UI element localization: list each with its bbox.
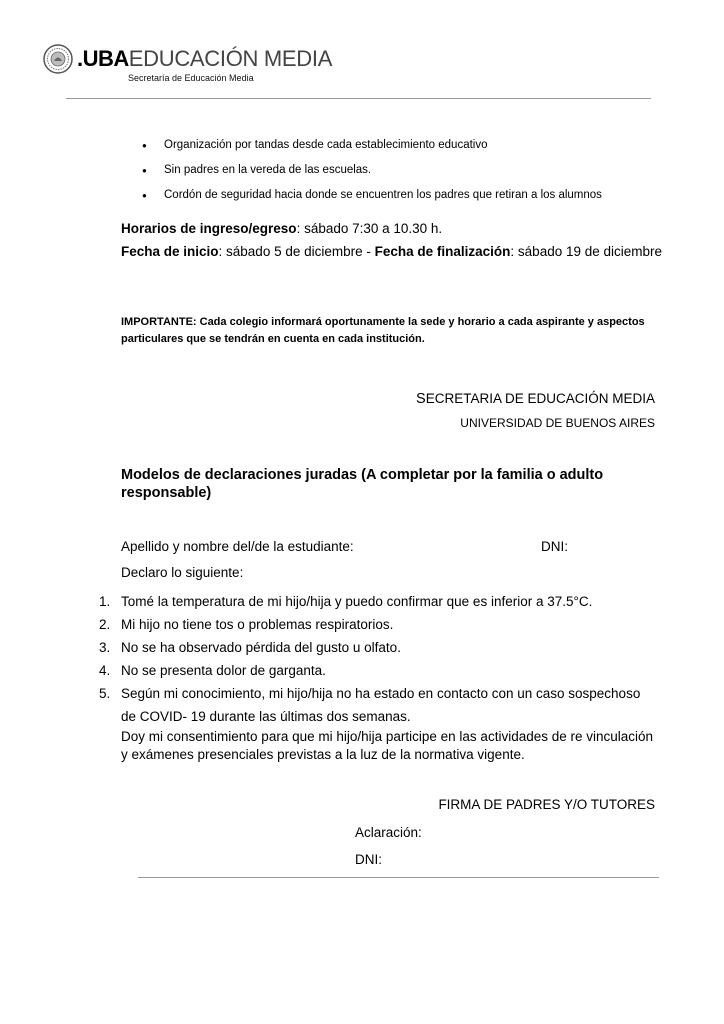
horarios-value: : sábado 7:30 a 10.30 h. <box>296 221 443 236</box>
list-item <box>99 659 659 682</box>
student-dni-label: DNI: <box>541 539 568 554</box>
secretaria-first-letter: S <box>416 391 426 407</box>
consent-text: Doy mi consentimiento para que mi hijo/hija participe en las actividades de re vinculación y exámenes presenciales previstas a la luz de la normativa vigente. <box>121 729 654 762</box>
brand-uba: .UBA <box>77 46 129 71</box>
list-item <box>99 613 659 636</box>
secretaria-title-rest: ECRETARIA DE EDUCACIÓN MEDIA <box>425 391 655 406</box>
fin-label: Fecha de finalización <box>374 244 511 259</box>
item-text: No se presenta dolor de garganta. <box>121 663 326 678</box>
signature-label: FIRMA DE PADRES Y/O TUTORES <box>438 797 655 812</box>
declaration-heading: Modelos de declaraciones juradas (A completar por la familia o adulto responsable) <box>121 467 604 501</box>
student-name-label: Apellido y nombre del/de la estudiante: <box>121 539 354 554</box>
list-item <box>99 682 659 728</box>
item-text: No se ha observado pérdida del gusto u olfato. <box>121 640 401 655</box>
important-note: IMPORTANTE: Cada colegio informará oportunamente la sede y horario a cada aspirante y aspectos particulares que se tendrán en cuenta en cada institución. <box>121 316 645 345</box>
list-item <box>99 636 659 659</box>
brand-subtitle: Secretaría de Educación Media <box>128 73 254 83</box>
secretaria-title <box>416 391 655 407</box>
item-number: 1. <box>99 594 111 609</box>
schedule-fechas <box>121 244 662 259</box>
inicio-value: : sábado 5 de diciembre - <box>218 244 375 259</box>
schedule-horarios <box>121 221 442 236</box>
aclaracion-label: Aclaración: <box>355 825 422 840</box>
footer-divider <box>138 877 659 878</box>
bullet-item: ● Organización por tandas desde cada establecimiento educativo <box>140 137 680 162</box>
item-text: Según mi conocimiento, mi hijo/hija no ha estado en contacto con un caso sospechoso de COVID- 19 durante las últimas dos semanas. <box>121 686 641 724</box>
university-name: UNIVERSIDAD DE BUENOS AIRES <box>460 416 655 430</box>
header-divider <box>66 98 651 99</box>
horarios-label: Horarios de ingreso/egreso <box>121 221 297 236</box>
bullet-item: ● Sin padres en la vereda de las escuelas. <box>140 162 680 187</box>
item-number: 3. <box>99 640 111 655</box>
item-text: Mi hijo no tiene tos o problemas respiratorios. <box>121 617 394 632</box>
item-text: Tomé la temperatura de mi hijo/hija y puedo confirmar que es inferior a 37.5°C. <box>121 594 593 609</box>
university-seal-icon <box>43 44 73 74</box>
bullet-list <box>140 137 680 212</box>
item-number: 2. <box>99 617 111 632</box>
list-item <box>99 590 659 613</box>
final-dni-label: DNI: <box>355 852 382 867</box>
declaration-items <box>99 590 659 728</box>
brand-educacion-media: EDUCACIÓN MEDIA <box>128 46 333 71</box>
item-number: 5. <box>99 686 111 701</box>
fin-value: : sábado 19 de diciembre <box>510 244 663 259</box>
item-number: 4. <box>99 663 111 678</box>
bullet-item: ● Cordón de seguridad hacia donde se encuentren los padres que retiran a los alumnos <box>140 187 680 212</box>
declaro-label: Declaro lo siguiente: <box>121 565 244 580</box>
inicio-label: Fecha de inicio <box>121 244 219 259</box>
brand-logo <box>77 46 332 72</box>
